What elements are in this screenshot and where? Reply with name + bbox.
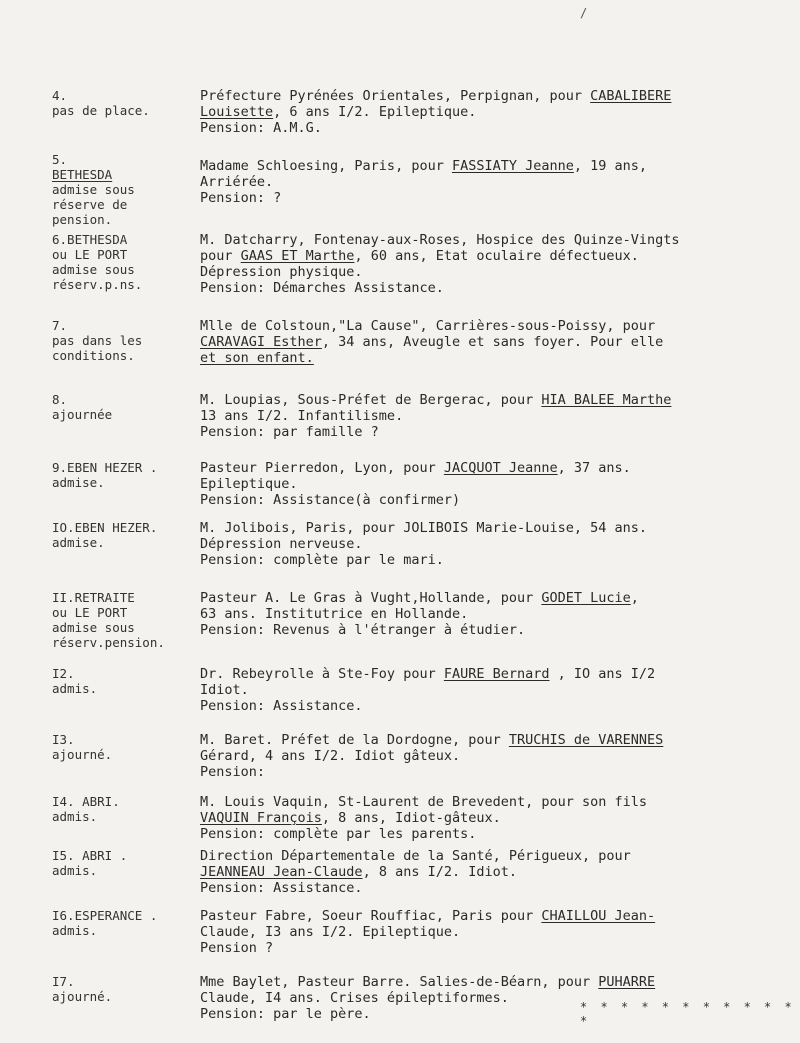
status-line: pension. — [52, 212, 113, 227]
text-run: Pension: par le père. — [200, 1006, 371, 1022]
underlined-name: Louisette — [200, 104, 274, 120]
detail-line — [200, 848, 790, 864]
entry-status — [52, 318, 192, 363]
detail-line — [200, 682, 790, 698]
text-run: Pension ? — [200, 940, 274, 956]
entry-details — [200, 590, 790, 638]
detail-line — [200, 864, 790, 880]
detail-line — [200, 552, 790, 568]
detail-line — [200, 666, 790, 682]
status-line: I7. — [52, 974, 75, 989]
text-run: Préfecture Pyrénées Orientales, Perpignan, pour — [200, 88, 591, 104]
text-run: Pasteur A. Le Gras à Vught,Hollande, pour — [200, 590, 542, 606]
status-line: admise. — [52, 475, 105, 490]
entry-status — [52, 392, 192, 422]
status-line: 5. — [52, 152, 68, 167]
detail-line — [200, 120, 790, 136]
status-line: I3. — [52, 732, 75, 747]
entry-details — [200, 794, 790, 842]
underlined-name: JACQUOT Jeanne — [443, 460, 558, 476]
text-run: , 34 ans, Aveugle et sans foyer. Pour elle — [321, 334, 664, 350]
text-run: M. Louis Vaquin, St-Laurent de Brevedent, pour son fils — [200, 794, 648, 810]
text-run: Pension: — [200, 764, 266, 780]
detail-line — [200, 794, 790, 810]
status-line: réserv.pension. — [52, 635, 165, 650]
underlined-name: GAAS ET Marthe — [240, 248, 355, 264]
status-line: I6.ESPERANCE . — [52, 908, 158, 923]
text-run: , 19 ans, — [573, 158, 648, 174]
entry-status — [52, 460, 192, 490]
underlined-name: GODET Lucie — [541, 590, 631, 606]
text-run: Mme Baylet, Pasteur Barre. Salies-de-Béarn, pour — [200, 974, 599, 990]
text-run: , — [630, 590, 639, 606]
entry-details — [200, 848, 790, 896]
detail-line — [200, 350, 790, 366]
detail-line — [200, 190, 790, 206]
status-line: ajournée — [52, 407, 113, 422]
detail-line — [200, 764, 790, 780]
detail-line — [200, 232, 790, 248]
text-run: , 6 ans I/2. Epileptique. — [273, 104, 477, 120]
detail-line — [200, 248, 790, 264]
detail-line — [200, 174, 790, 190]
status-line: réserv.p.ns. — [52, 277, 143, 292]
status-line: 9.EBEN HEZER . — [52, 460, 158, 475]
entry-status — [52, 848, 192, 878]
text-run: Pension: ? — [200, 190, 282, 206]
detail-line — [200, 698, 790, 714]
status-line: conditions. — [52, 348, 135, 363]
underlined-name: et son enfant. — [200, 350, 314, 366]
status-line: admis. — [52, 863, 98, 878]
underlined-name: CABALIBERE — [590, 88, 672, 104]
entry-details — [200, 392, 790, 440]
status-line: I2. — [52, 666, 75, 681]
status-line: 8. — [52, 392, 68, 407]
detail-line — [200, 318, 790, 334]
text-run: 63 ans. Institutrice en Hollande. — [200, 606, 469, 622]
underlined-name: PUHARRE — [598, 974, 656, 990]
detail-line — [200, 460, 790, 476]
text-run: Pension: A.M.G. — [200, 120, 322, 136]
status-line: ou LE PORT — [52, 605, 128, 620]
text-run: 13 ans I/2. Infantilisme. — [200, 408, 404, 424]
text-run: Idiot. — [200, 682, 249, 698]
text-run: , 8 ans, Idiot-gâteux. — [321, 810, 501, 826]
status-line: II.RETRAITE — [52, 590, 135, 605]
status-line: pas dans les — [52, 333, 143, 348]
text-run: Pension: Assistance(à confirmer) — [200, 492, 461, 508]
underlined-name: JEANNEAU Jean-Claude — [200, 864, 363, 880]
entry-status — [52, 520, 192, 550]
text-run: Dépression physique. — [200, 264, 363, 280]
underlined-name: HIA BALEE Marthe — [541, 392, 672, 408]
status-line: ajourné. — [52, 989, 113, 1004]
entry-details — [200, 158, 790, 206]
text-run: Claude, I4 ans. Crises épileptiformes. — [200, 990, 509, 1006]
detail-line — [200, 940, 790, 956]
underlined-name: CHAILLOU Jean- — [541, 908, 656, 924]
status-line: IO.EBEN HEZER. — [52, 520, 158, 535]
text-run: Arriérée. — [200, 174, 274, 190]
detail-line — [200, 334, 790, 350]
text-run: Pension: Assistance. — [200, 698, 363, 714]
underlined-name: CARAVAGI Esther — [200, 334, 322, 350]
text-run: Dépression nerveuse. — [200, 536, 363, 552]
text-run: , 8 ans I/2. Idiot. — [362, 864, 517, 880]
text-run: , 37 ans. — [557, 460, 631, 476]
text-run: , 60 ans, Etat oculaire défectueux. — [354, 248, 639, 264]
entry-status — [52, 666, 192, 696]
underlined-name: FAURE Bernard — [443, 666, 550, 682]
text-run: Dr. Rebeyrolle à Ste-Foy pour — [200, 666, 444, 682]
text-run: Pension: complète par le mari. — [200, 552, 444, 568]
entry-status — [52, 590, 192, 650]
text-run: Pension: Démarches Assistance. — [200, 280, 444, 296]
detail-line — [200, 748, 790, 764]
entry-details — [200, 732, 790, 780]
detail-line — [200, 810, 790, 826]
text-run: M. Loupias, Sous-Préfet de Bergerac, pour — [200, 392, 542, 408]
text-run: Pension: Assistance. — [200, 880, 363, 896]
status-line: 4. — [52, 88, 68, 103]
status-line: admise. — [52, 535, 105, 550]
detail-line — [200, 974, 790, 990]
text-run: , IO ans I/2 — [549, 666, 656, 682]
entry-status — [52, 794, 192, 824]
text-run: Pension: complète par les parents. — [200, 826, 477, 842]
status-line: ajourné. — [52, 747, 113, 762]
entry-status — [52, 974, 192, 1004]
text-run: Mlle de Colstoun,"La Cause", Carrières-sous-Poissy, pour — [200, 318, 656, 334]
entry-details — [200, 88, 790, 136]
detail-line — [200, 104, 790, 120]
detail-line — [200, 424, 790, 440]
entry-status — [52, 232, 192, 292]
status-line: pas de place. — [52, 103, 150, 118]
entry-details — [200, 666, 790, 714]
text-run: Epileptique. — [200, 476, 298, 492]
text-run: Gérard, 4 ans I/2. Idiot gâteux. — [200, 748, 461, 764]
detail-line — [200, 476, 790, 492]
status-line: admis. — [52, 681, 98, 696]
status-line: admis. — [52, 923, 98, 938]
detail-line — [200, 924, 790, 940]
text-run: M. Datcharry, Fontenay-aux-Roses, Hospice des Quinze-Vingts — [200, 232, 680, 248]
status-line: BETHESDA — [52, 167, 113, 182]
entry-status — [52, 732, 192, 762]
detail-line — [200, 908, 790, 924]
text-run: Madame Schloesing, Paris, pour — [200, 158, 452, 174]
detail-line — [200, 880, 790, 896]
text-run: M. Jolibois, Paris, pour JOLIBOIS Marie-Louise, 54 ans. — [200, 520, 648, 536]
detail-line — [200, 520, 790, 536]
detail-line — [200, 622, 790, 638]
underlined-name: TRUCHIS de VARENNES — [508, 732, 664, 748]
text-run: M. Baret. Préfet de la Dordogne, pour — [200, 732, 509, 748]
detail-line — [200, 264, 790, 280]
text-run: Pasteur Fabre, Soeur Rouffiac, Paris pour — [200, 908, 542, 924]
entry-status — [52, 152, 192, 227]
detail-line — [200, 606, 790, 622]
text-run: pour — [200, 248, 241, 264]
status-line: I4. ABRI. — [52, 794, 120, 809]
status-line: admise sous — [52, 620, 135, 635]
status-line: 7. — [52, 318, 68, 333]
detail-line — [200, 492, 790, 508]
entry-details — [200, 460, 790, 508]
status-line: admise sous — [52, 262, 135, 277]
text-run: Claude, I3 ans I/2. Epileptique. — [200, 924, 461, 940]
detail-line — [200, 392, 790, 408]
page-mark: / — [580, 6, 588, 20]
detail-line — [200, 408, 790, 424]
detail-line — [200, 280, 790, 296]
status-line: ou LE PORT — [52, 247, 128, 262]
underlined-name: FASSIATY Jeanne — [451, 158, 574, 174]
entry-details — [200, 520, 790, 568]
text-run: Pasteur Pierredon, Lyon, pour — [200, 460, 444, 476]
detail-line — [200, 536, 790, 552]
status-line: admis. — [52, 809, 98, 824]
entry-details — [200, 232, 790, 296]
detail-line — [200, 158, 790, 174]
detail-line — [200, 88, 790, 104]
text-run: Direction Départementale de la Santé, Périgueux, pour — [200, 848, 631, 864]
entry-status — [52, 88, 192, 118]
entry-details — [200, 908, 790, 956]
status-line: admise sous — [52, 182, 135, 197]
text-run: Pension: par famille ? — [200, 424, 379, 440]
end-separator: * * * * * * * * * * * * — [580, 1000, 795, 1028]
status-line: réserve de — [52, 197, 128, 212]
detail-line — [200, 826, 790, 842]
text-run: Pension: Revenus à l'étranger à étudier. — [200, 622, 526, 638]
entry-details — [200, 318, 790, 366]
status-line: 6.BETHESDA — [52, 232, 128, 247]
underlined-name: VAQUIN François — [200, 810, 322, 826]
status-line: I5. ABRI . — [52, 848, 128, 863]
detail-line — [200, 732, 790, 748]
entry-status — [52, 908, 192, 938]
detail-line — [200, 590, 790, 606]
